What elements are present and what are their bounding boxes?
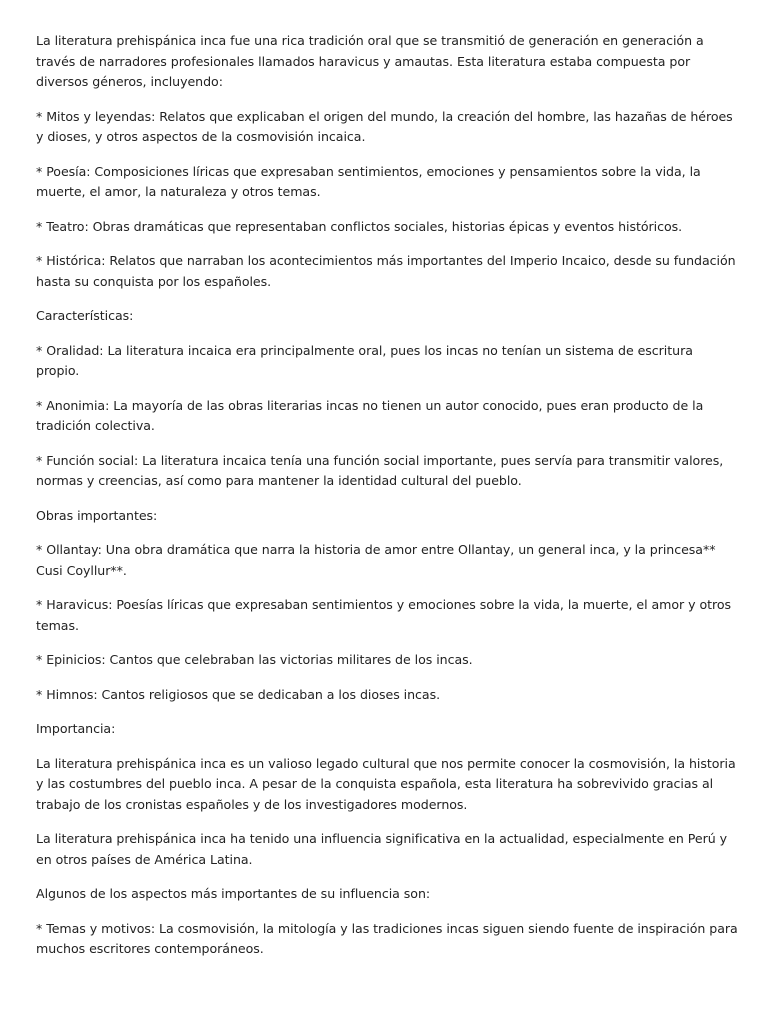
list-item-haravicus: * Haravicus: Poesías líricas que expresaban sentimientos y emociones sobre la vida, la muerte, el amor y otros temas. — [36, 597, 732, 633]
section-heading-obras: Obras importantes: — [36, 507, 158, 523]
section-heading-caracteristicas: Características: — [36, 308, 134, 323]
list-item-temas: * Temas y motivos: La cosmovisión, la mitología y las tradiciones incas siguen siendo fuente de inspiración para muchos escritores contemporáneos. — [36, 920, 738, 956]
list-item-funcion-social: * Función social: La literatura incaica tenía una función social importante, pues servía para transmitir valores, normas y creencias, así como para mantener la identidad cultural del pueblo. — [36, 452, 724, 488]
list-item-historica: * Histórica: Relatos que narraban los acontecimientos más importantes del Imperio Incaico, desde su fundación hasta su conquista por los españoles. — [36, 253, 736, 289]
list-item-epinicios: * Epinicios: Cantos que celebraban las victorias militares de los incas. — [36, 652, 473, 667]
list-item-ollantay: * Ollantay: Una obra dramática que narra la historia de amor entre Ollantay, un general inca, y la princesa** Cusi Coyllur**. — [36, 542, 716, 578]
list-item-oralidad: * Oralidad: La literatura incaica era principalmente oral, pues los incas no tenían un sistema de escritura propio. — [36, 342, 693, 378]
list-item-poesia: * Poesía: Composiciones líricas que expresaban sentimientos, emociones y pensamientos sobre la vida, la muerte, el amor, la naturaleza y otros temas. — [36, 163, 701, 199]
influence-paragraph: La literatura prehispánica inca ha tenido una influencia significativa en la actualidad, especialmente en Perú y en otros países de América Latina. — [36, 831, 727, 867]
influence-intro: Algunos de los aspectos más importantes de su influencia son: — [36, 886, 431, 901]
list-item-himnos: * Himnos: Cantos religiosos que se dedicaban a los dioses incas. — [36, 686, 441, 702]
list-item-mitos: * Mitos y leyendas: Relatos que explicaban el origen del mundo, la creación del hombre, las hazañas de héroes y dioses, y otros aspectos de la cosmovisión incaica. — [36, 108, 733, 144]
list-item-anonimia: * Anonimia: La mayoría de las obras literarias incas no tienen un autor conocido, pues eran producto de la tradición colectiva. — [36, 397, 704, 433]
section-heading-importancia: Importancia: — [36, 721, 116, 736]
intro-paragraph: La literatura prehispánica inca fue una rica tradición oral que se transmitió de generación en generación a través de narradores profesionales llamados haravicus y amautas. Esta literatura estaba compuesta por diversos géneros, incluyendo: — [36, 33, 704, 89]
list-item-teatro: * Teatro: Obras dramáticas que representaban conflictos sociales, historias épicas y eventos históricos. — [36, 218, 683, 234]
importance-paragraph: La literatura prehispánica inca es un valioso legado cultural que nos permite conocer la cosmovisión, la historia y las costumbres del pueblo inca. A pesar de la conquista española, esta literatura ha sobrevivido gracias al trabajo de los cronistas españoles y de los investigadores modernos. — [36, 755, 736, 812]
